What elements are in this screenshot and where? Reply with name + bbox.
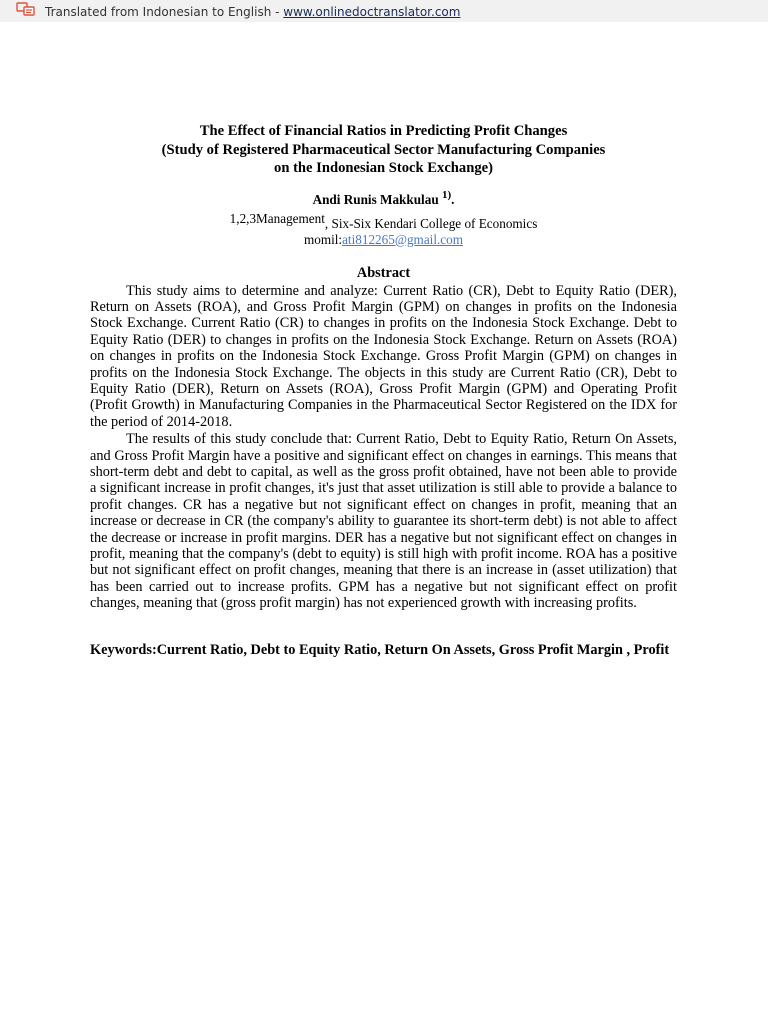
title-line: The Effect of Financial Ratios in Predicting Profit Changes — [199, 123, 568, 139]
banner-text — [45, 5, 460, 19]
author-line — [90, 188, 677, 208]
translate-icon — [16, 2, 36, 16]
affiliation-institution: , Six-Six Kendari College of Economics — [324, 215, 538, 231]
author-name: Andi Runis Makkulau — [312, 191, 439, 207]
translator-link[interactable]: www.onlinedoctranslator.com — [283, 5, 461, 19]
keywords-line: Keywords:Current Ratio, Debt to Equity Ratio, Return On Assets, Gross Profit Margin , Profit — [90, 641, 670, 658]
author-suffix: . — [451, 191, 455, 207]
title-line: (Study of Registered Pharmaceutical Sector Manufacturing Companies — [161, 141, 606, 158]
document-page — [90, 122, 677, 659]
abstract-paragraph: The results of this study conclude that: Current Ratio, Debt to Equity Ratio, Return On Assets, and Gross Profit Margin have a positive and significant effect on changes in earnings. This means that short-term debt and debt to capital, as well as the gross profit obtained, have not been able to provide a significant increase in profit changes, it's just that asset utilization is still able to provide a balance to profit changes. CR has a negative but not significant effect on changes in profit, meaning that an increase or decrease in CR (the company's ability to guarantee its short-term debt) is not able to affect the decrease or increase in profit margins. DER has a negative but not significant effect on changes in profit, meaning that the company's (debt to equity) is still high with profit income. ROA has a positive but not significant effect on profit changes, meaning that there is an increase in (asset utilization) that has been carried out to increase profits. GPM has a negative but not significant effect on profit changes, meaning that (gross profit margin) has not experienced growth with increasing profits. — [90, 431, 677, 612]
affiliation-prefix: 1,2,3Management — [229, 210, 325, 226]
email-prefix: momil: — [303, 231, 343, 247]
abstract-paragraph: This study aims to determine and analyze: Current Ratio (CR), Debt to Equity Ratio (DER), Return on Assets (ROA), and Gross Profit Margin (GPM) on changes in profits on the Indonesia Stock Exchange. Current Ratio (CR) to changes in profits on the Indonesia Stock Exchange. Debt to Equity Ratio (DER) to changes in profits on the Indonesia Stock Exchange. Return on Assets (ROA) on changes in profits on the Indonesia Stock Exchange. Gross Profit Margin (GPM) on changes in profits on the Indonesia Stock Exchange. The objects in this study are Current Ratio (CR), Debt to Equity Ratio (DER), Return on Assets (ROA), Gross Profit Margin (GPM) and Operating Profit (Profit Growth) in Manufacturing Companies in the Pharmaceutical Sector Registered on the IDX for the period of 2014-2018. — [90, 282, 677, 430]
paper-title — [90, 122, 677, 178]
translation-banner — [0, 0, 768, 22]
email-link[interactable]: ati812265@gmail.com — [342, 231, 464, 247]
affiliation-line — [90, 211, 677, 232]
email-line — [90, 232, 677, 248]
abstract-heading: Abstract — [356, 264, 411, 281]
author-superscript: 1) — [441, 188, 452, 201]
banner-prefix: Translated from Indonesian to English - — [45, 5, 284, 19]
title-line: on the Indonesian Stock Exchange) — [274, 160, 493, 176]
